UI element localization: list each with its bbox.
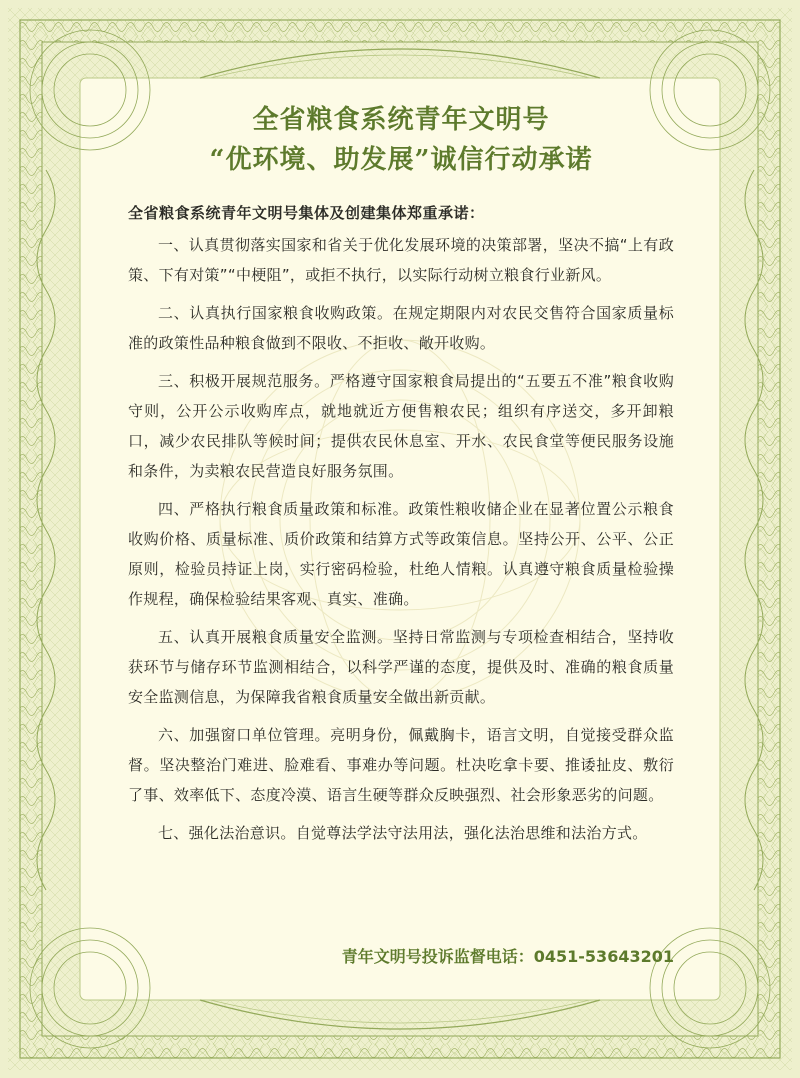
title-line-1: 全省粮食系统青年文明号	[252, 105, 550, 135]
commitment-paragraph-5: 五、认真开展粮食质量安全监测。坚持日常监测与专项检查相结合，坚持收获环节与储存环节监测相结合，以科学严谨的态度，提供及时、准确的粮食质量安全监测信息，为保障我省粮食质量安全做出新贡献。	[128, 628, 674, 706]
commitment-paragraph-4: 四、严格执行粮食质量政策和标准。政策性粮收储企业在显著位置公示粮食收购价格、质量标准、质价政策和结算方式等政策信息。坚持公开、公平、公正原则，检验员持证上岗，实行密码检验，杜绝人情粮。认真遵守粮食质量检验操作规程，确保检验结果客观、真实、准确。	[128, 500, 674, 608]
complaint-hotline: 青年文明号投诉监督电话：0451-53643201	[341, 947, 674, 966]
title-line-2: “优环境、助发展”诚信行动承诺	[209, 145, 593, 175]
commitment-paragraph-6: 六、加强窗口单位管理。亮明身份，佩戴胸卡，语言文明，自觉接受群众监督。坚决整治门难进、脸难看、事难办等问题。杜决吃拿卡要、推诿扯皮、敷衍了事、效率低下、态度冷漠、语言生硬等群众反映强烈、社会形象恶劣的问题。	[128, 726, 674, 804]
commitment-paragraph-2: 二、认真执行国家粮食收购政策。在规定期限内对农民交售符合国家质量标准的政策性品种粮食做到不限收、不拒收、敞开收购。	[128, 304, 674, 352]
commitment-paragraph-1: 一、认真贯彻落实国家和省关于优化发展环境的决策部署，坚决不搞“上有政策、下有对策”“中梗阻”，或拒不执行，以实际行动树立粮食行业新风。	[128, 236, 674, 284]
commitment-paragraph-7: 七、强化法治意识。自觉尊法学法守法用法，强化法治思维和法治方式。	[158, 824, 648, 842]
commitment-content	[128, 100, 674, 856]
intro-statement: 全省粮食系统青年文明号集体及创建集体郑重承诺：	[128, 204, 485, 222]
commitment-paragraph-3: 三、积极开展规范服务。严格遵守国家粮食局提出的“五要五不准”粮食收购守则，公开公示收购库点，就地就近方便售粮农民；组织有序送交，多开卸粮口，减少农民排队等候时间；提供农民休息室、开水、农民食堂等便民服务设施和条件，为卖粮农民营造良好服务氛围。	[128, 372, 674, 480]
